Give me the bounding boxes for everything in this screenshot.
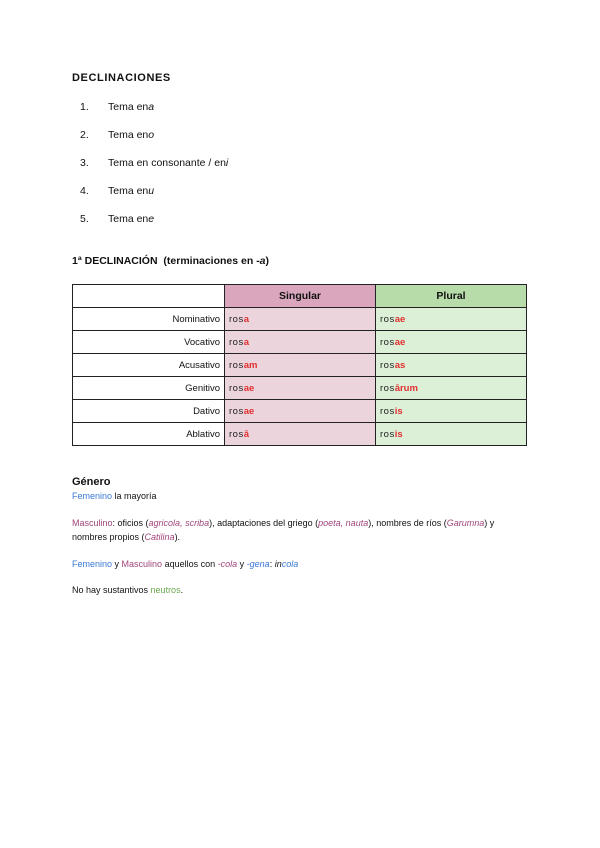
list-item: 2. Tema en o bbox=[80, 129, 155, 141]
case-name: Acusativo bbox=[73, 354, 225, 377]
singular-header: Singular bbox=[225, 285, 376, 308]
table-row bbox=[73, 331, 527, 354]
ambos-paragraph: Femenino y Masculino aquellos con -cola y -gena: incola bbox=[72, 559, 299, 569]
list-item: 3. Tema en consonante / en i bbox=[80, 157, 229, 169]
table-header-row bbox=[73, 285, 527, 308]
plural-form: rosas bbox=[376, 354, 527, 377]
neutros-paragraph: No hay sustantivos neutros. bbox=[72, 585, 184, 595]
table-row bbox=[73, 423, 527, 446]
tema-list bbox=[80, 101, 228, 241]
singular-form: rosa bbox=[225, 331, 376, 354]
list-item: 4. Tema en u bbox=[80, 185, 155, 197]
case-name: Dativo bbox=[73, 400, 225, 423]
plural-form: rosis bbox=[376, 423, 527, 446]
singular-form: rosae bbox=[225, 400, 376, 423]
plural-form: rosae bbox=[376, 331, 527, 354]
table-row bbox=[73, 308, 527, 331]
declension-table bbox=[72, 284, 527, 446]
plural-form: rosae bbox=[376, 308, 527, 331]
masculino-paragraph: Masculino: oficios (agricola, scriba), adaptaciones del griego (poeta, nauta), nombres de ríos (Garumna) y nombres propios (Catilina). bbox=[72, 518, 495, 542]
genero-title: Género bbox=[72, 476, 111, 488]
case-name: Genitivo bbox=[73, 377, 225, 400]
plural-header: Plural bbox=[376, 285, 527, 308]
section-title: 1ª DECLINACIÓN (terminaciones en -a) bbox=[72, 255, 270, 267]
list-item: 5. Tema en e bbox=[80, 213, 155, 225]
case-name: Ablativo bbox=[73, 423, 225, 446]
table-row bbox=[73, 354, 527, 377]
plural-form: rosis bbox=[376, 400, 527, 423]
empty-header-cell bbox=[73, 285, 225, 308]
plural-form: rosārum bbox=[376, 377, 527, 400]
singular-form: rosā bbox=[225, 423, 376, 446]
singular-form: rosa bbox=[225, 308, 376, 331]
case-name: Vocativo bbox=[73, 331, 225, 354]
list-item: 1. Tema en a bbox=[80, 101, 155, 113]
case-name: Nominativo bbox=[73, 308, 225, 331]
singular-form: rosam bbox=[225, 354, 376, 377]
femenino-paragraph: Femenino la mayoría bbox=[72, 491, 157, 501]
singular-form: rosae bbox=[225, 377, 376, 400]
table-row bbox=[73, 400, 527, 423]
page-heading: DECLINACIONES bbox=[72, 72, 171, 84]
table-row bbox=[73, 377, 527, 400]
